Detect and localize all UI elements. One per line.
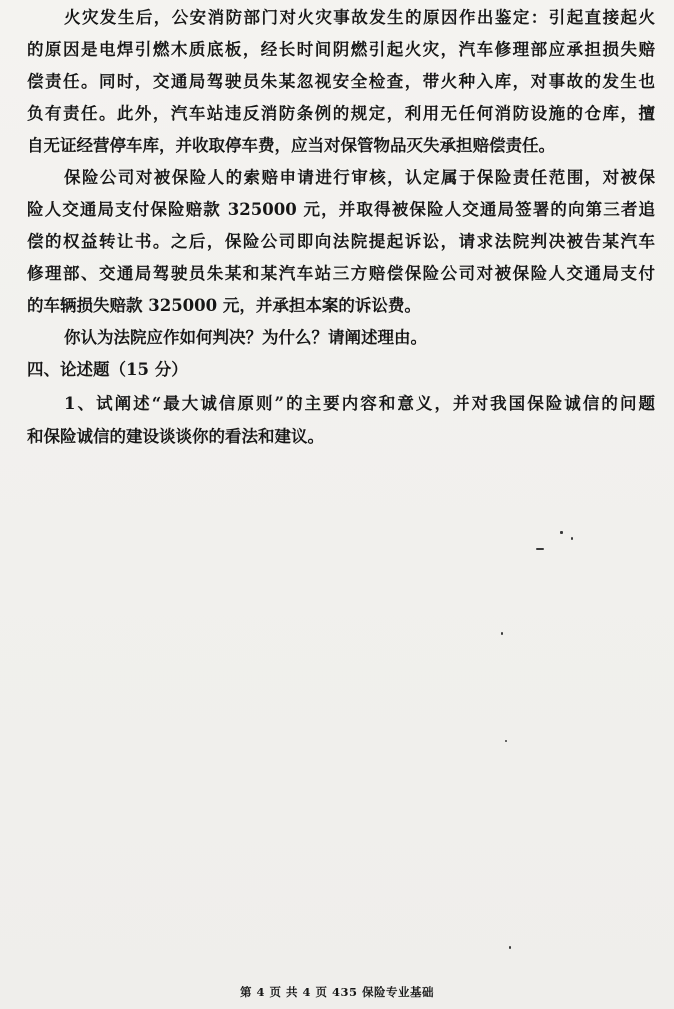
section-heading: 四、论述题（15 分） xyxy=(27,360,188,379)
paragraph-line: 险人交通局支付保险赔款 325000 元，并取得被保险人交通局签署的向第三者追 xyxy=(27,200,655,219)
paragraph-line: 自无证经营停车库，并收取停车费，应当对保管物品灭失承担赔偿责任。 xyxy=(27,136,555,155)
paragraph-line: 负有责任。此外，汽车站违反消防条例的规定，利用无任何消防设施的仓库，擅 xyxy=(27,104,655,123)
essay-question: 1、试阐述“最大诚信原则”的主要内容和意义，并对我国保险诚信的问题 xyxy=(64,394,655,413)
paragraph-line: 的车辆损失赔款 325000 元，并承担本案的诉讼费。 xyxy=(27,296,421,315)
paragraph-line: 火灾发生后，公安消防部门对火灾事故发生的原因作出鉴定：引起直接起火 xyxy=(64,8,655,27)
paragraph-line: 偿的权益转让书。之后，保险公司即向法院提起诉讼，请求法院判决被告某汽车 xyxy=(27,232,655,251)
paragraph-line: 修理部、交通局驾驶员朱某和某汽车站三方赔偿保险公司对被保险人交通局支付 xyxy=(27,264,655,283)
question-prompt: 你认为法院应作如何判决？为什么？请阐述理由。 xyxy=(64,328,427,347)
essay-question: 和保险诚信的建设谈谈你的看法和建议。 xyxy=(27,427,324,446)
paragraph-line: 偿责任。同时，交通局驾驶员朱某忽视安全检查，带火种入库，对事故的发生也 xyxy=(27,72,655,91)
paragraph-line: 的原因是电焊引燃木质底板，经长时间阴燃引起火灾，汽车修理部应承担损失赔 xyxy=(27,40,655,59)
scan-speck xyxy=(560,531,563,534)
scan-speck xyxy=(536,548,544,550)
scan-speck xyxy=(509,946,511,949)
scan-speck xyxy=(505,740,507,742)
page-footer: 第 4 页 共 4 页 435 保险专业基础 xyxy=(239,985,435,999)
paragraph-line: 保险公司对被保险人的索赔申请进行审核，认定属于保险责任范围，对被保 xyxy=(64,168,655,187)
scan-speck xyxy=(501,632,503,635)
scan-speck xyxy=(571,537,573,540)
